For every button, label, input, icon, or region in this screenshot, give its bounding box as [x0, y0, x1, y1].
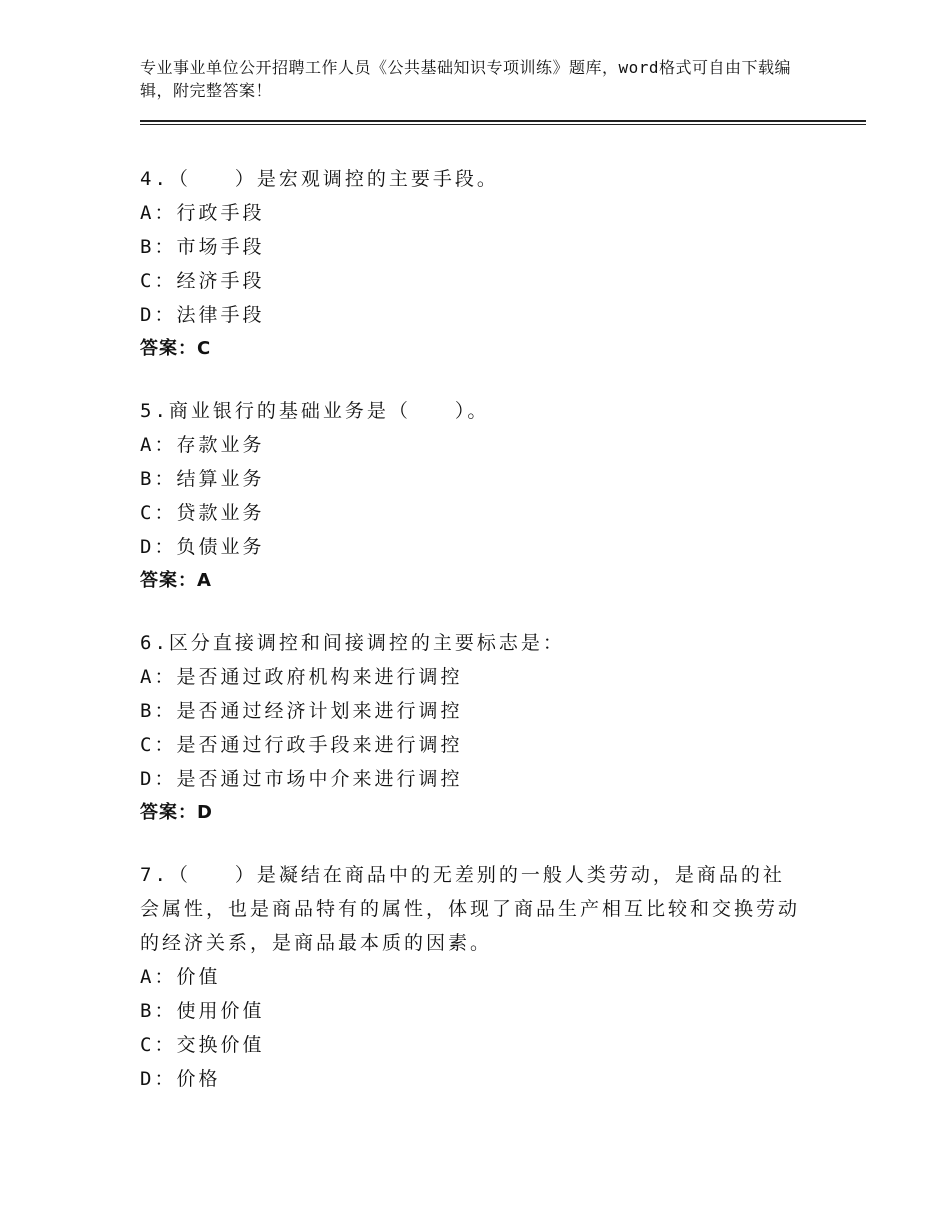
- option-a: A：行政手段: [140, 202, 265, 224]
- question-stem: 7.（ ）是凝结在商品中的无差别的一般人类劳动，是商品的社会属性，也是商品特有的属性，体现了商品生产相互比较和交换劳动的经济关系，是商品最本质的因素。: [140, 864, 801, 954]
- header-divider-thick: [140, 120, 866, 122]
- option-b: B：是否通过经济计划来进行调控: [140, 700, 463, 722]
- option-c: C：是否通过行政手段来进行调控: [140, 734, 463, 756]
- option-b: B：使用价值: [140, 1000, 265, 1022]
- header-divider-thin: [140, 124, 866, 125]
- question-4: [140, 162, 830, 366]
- question-5: [140, 394, 830, 598]
- option-c: C：经济手段: [140, 270, 265, 292]
- question-stem: 4.（ ）是宏观调控的主要手段。: [140, 168, 499, 190]
- option-d: D：负债业务: [140, 536, 265, 558]
- option-a: A：是否通过政府机构来进行调控: [140, 666, 463, 688]
- question-stem: 6.区分直接调控和间接调控的主要标志是：: [140, 632, 565, 654]
- document-header: 专业事业单位公开招聘工作人员《公共基础知识专项训练》题库，word格式可自由下载编辑，附完整答案！: [140, 58, 792, 100]
- question-stem: 5.商业银行的基础业务是（ ）。: [140, 400, 490, 422]
- answer-label: 答案：C: [140, 338, 212, 359]
- option-c: C：贷款业务: [140, 502, 265, 524]
- answer-label: 答案：A: [140, 570, 212, 591]
- option-d: D：法律手段: [140, 304, 265, 326]
- option-b: B：结算业务: [140, 468, 265, 490]
- option-a: A：存款业务: [140, 434, 265, 456]
- question-6: [140, 626, 830, 830]
- answer-label: 答案：D: [140, 802, 213, 823]
- option-a: A：价值: [140, 966, 221, 988]
- option-d: D：是否通过市场中介来进行调控: [140, 768, 463, 790]
- option-d: D：价格: [140, 1068, 221, 1090]
- question-7: [140, 858, 830, 1096]
- question-list: [140, 162, 830, 1124]
- option-b: B：市场手段: [140, 236, 265, 258]
- option-c: C：交换价值: [140, 1034, 265, 1056]
